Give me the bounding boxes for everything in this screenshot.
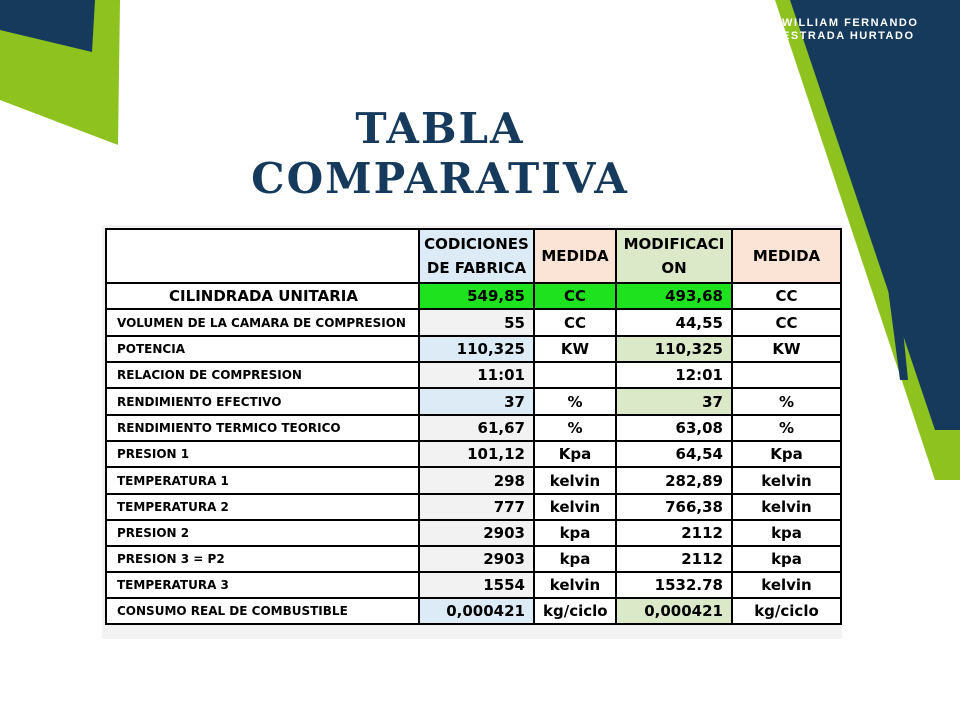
table-row	[106, 388, 841, 415]
modificacion-value: 64,54	[616, 441, 732, 467]
modificacion-unit: kg/ciclo	[732, 598, 841, 624]
fabrica-value: 101,12	[419, 441, 534, 467]
author-name: WILLIAM FERNANDO ESTRADA HURTADO	[782, 17, 919, 42]
fabrica-unit: kpa	[534, 546, 616, 572]
table-row	[106, 441, 841, 467]
table-row	[106, 362, 841, 388]
row-label: TEMPERATURA 1	[106, 467, 419, 494]
modificacion-unit: KW	[732, 336, 841, 362]
table-row	[106, 283, 841, 309]
modificacion-unit: kpa	[732, 520, 841, 546]
modificacion-value: 44,55	[616, 309, 732, 336]
fabrica-unit: kelvin	[534, 572, 616, 598]
fabrica-value: 37	[419, 388, 534, 415]
fabrica-value: 110,325	[419, 336, 534, 362]
row-label: CONSUMO REAL DE COMBUSTIBLE	[106, 598, 419, 624]
title-line-1: TABLA	[355, 104, 525, 153]
table-row	[106, 598, 841, 624]
modificacion-unit: kelvin	[732, 494, 841, 520]
modificacion-value: 63,08	[616, 415, 732, 441]
modificacion-unit: kelvin	[732, 572, 841, 598]
modificacion-unit: %	[732, 388, 841, 415]
fabrica-unit: kelvin	[534, 467, 616, 494]
fabrica-value: 61,67	[419, 415, 534, 441]
header-fabrica: CODICIONES DE FABRICA	[419, 229, 534, 283]
table-row	[106, 336, 841, 362]
fabrica-value: 55	[419, 309, 534, 336]
fabrica-unit: kpa	[534, 520, 616, 546]
table-row	[106, 415, 841, 441]
header-medida-2: MEDIDA	[732, 229, 841, 283]
row-label: TEMPERATURA 3	[106, 572, 419, 598]
modificacion-value: 0,000421	[616, 598, 732, 624]
fabrica-unit: %	[534, 388, 616, 415]
row-label: POTENCIA	[106, 336, 419, 362]
fabrica-unit: kg/ciclo	[534, 598, 616, 624]
fabrica-value: 11:01	[419, 362, 534, 388]
modificacion-value: 2112	[616, 546, 732, 572]
header-empty	[106, 229, 419, 283]
fabrica-unit: CC	[534, 283, 616, 309]
title-line-2: COMPARATIVA	[251, 154, 629, 203]
fabrica-unit: kelvin	[534, 494, 616, 520]
fabrica-value: 549,85	[419, 283, 534, 309]
fabrica-unit	[534, 362, 616, 388]
modificacion-value: 1532.78	[616, 572, 732, 598]
modificacion-value: 12:01	[616, 362, 732, 388]
row-label: CILINDRADA UNITARIA	[106, 283, 419, 309]
fabrica-value: 298	[419, 467, 534, 494]
row-label: PRESION 2	[106, 520, 419, 546]
table-row	[106, 467, 841, 494]
fabrica-value: 777	[419, 494, 534, 520]
modificacion-unit: Kpa	[732, 441, 841, 467]
table-row	[106, 572, 841, 598]
modificacion-value: 766,38	[616, 494, 732, 520]
comparison-table	[105, 228, 842, 625]
fabrica-unit: CC	[534, 309, 616, 336]
table-row	[106, 520, 841, 546]
modificacion-unit: CC	[732, 283, 841, 309]
modificacion-value: 110,325	[616, 336, 732, 362]
header-modificacion: MODIFICACI ON	[616, 229, 732, 283]
modificacion-unit: kpa	[732, 546, 841, 572]
fabrica-value: 2903	[419, 546, 534, 572]
header-medida-1: MEDIDA	[534, 229, 616, 283]
fabrica-value: 2903	[419, 520, 534, 546]
table-header-row	[106, 229, 841, 283]
row-label: RENDIMIENTO TERMICO TEORICO	[106, 415, 419, 441]
modificacion-value: 2112	[616, 520, 732, 546]
comparison-table-container	[102, 225, 842, 639]
row-label: PRESION 3 = P2	[106, 546, 419, 572]
row-label: PRESION 1	[106, 441, 419, 467]
slide-title	[240, 104, 640, 204]
modificacion-unit: CC	[732, 309, 841, 336]
modificacion-unit	[732, 362, 841, 388]
row-label: TEMPERATURA 2	[106, 494, 419, 520]
modificacion-value: 37	[616, 388, 732, 415]
fabrica-unit: KW	[534, 336, 616, 362]
fabrica-value: 1554	[419, 572, 534, 598]
modificacion-unit: kelvin	[732, 467, 841, 494]
fabrica-unit: Kpa	[534, 441, 616, 467]
table-row	[106, 546, 841, 572]
modificacion-value: 493,68	[616, 283, 732, 309]
fabrica-unit: %	[534, 415, 616, 441]
row-label: RELACION DE COMPRESION	[106, 362, 419, 388]
table-row	[106, 494, 841, 520]
table-row	[106, 309, 841, 336]
row-label: RENDIMIENTO EFECTIVO	[106, 388, 419, 415]
row-label: VOLUMEN DE LA CAMARA DE COMPRESION	[106, 309, 419, 336]
modificacion-unit: %	[732, 415, 841, 441]
modificacion-value: 282,89	[616, 467, 732, 494]
fabrica-value: 0,000421	[419, 598, 534, 624]
